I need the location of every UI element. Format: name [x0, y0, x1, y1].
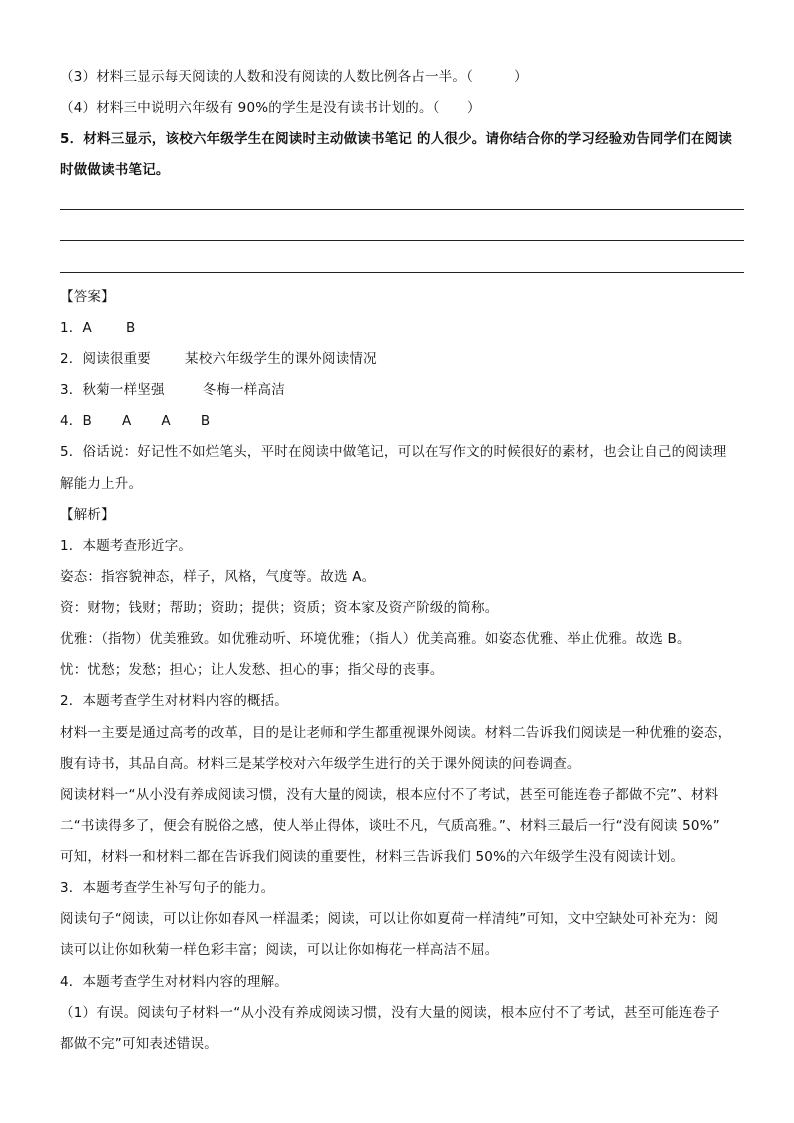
analysis-paragraph: 阅读材料一“从小没有养成阅读习惯，没有大量的阅读，根本应付不了考试，甚至可能连卷子都做不完”、材料	[60, 787, 719, 803]
analysis-paragraph: 资：财物；钱财；帮助；资助；提供；资质；资本家及资产阶级的简称。	[60, 600, 499, 616]
answer-4-b: A	[121, 413, 132, 429]
answer-2	[60, 349, 377, 369]
analysis-paragraph: 3．本题考查学生补写句子的能力。	[60, 880, 275, 896]
question-4-4: （4）材料三中说明六年级有 90%的学生是没有读书计划的。（ ）	[60, 100, 481, 116]
analysis-paragraph: 姿态：指容貌神态，样子，风格，气度等。故选 A。	[60, 569, 376, 585]
analysis-paragraph: 4．本题考查学生对材料内容的理解。	[60, 974, 288, 990]
answer-4-c: A	[161, 413, 171, 429]
analysis-paragraph: （1）有误。阅读句子材料一“从小没有养成阅读习惯，没有大量的阅读，根本应付不了考试，甚至可能连卷子	[60, 1005, 720, 1021]
answer-5-line2: 解能力上升。	[60, 476, 143, 492]
answer-2-b: 某校六年级学生的课外阅读情况	[185, 351, 377, 367]
question-5-line1: 5．材料三显示，该校六年级学生在阅读时主动做读书笔记 的人很少。请你结合你的学习经验劝告同学们在阅读	[60, 131, 733, 147]
question-4-3: （3）材料三显示每天阅读的人数和没有阅读的人数比例各占一半。（ ）	[60, 69, 528, 85]
answer-blank-line-1	[60, 209, 744, 210]
analysis-paragraph: 都做不完”可知表述错误。	[60, 1036, 218, 1052]
answer-3	[60, 380, 285, 400]
analysis-heading: 【解析】	[60, 507, 115, 523]
answer-1	[60, 318, 135, 338]
answer-1-a: 1．A	[60, 320, 92, 336]
question-5-line2: 时做做读书笔记。	[60, 162, 170, 178]
answer-blank-line-2	[60, 240, 744, 241]
analysis-paragraph: 材料一主要是通过高考的改革，目的是让老师和学生都重视课外阅读。材料二告诉我们阅读是一种优雅的姿态，	[60, 725, 732, 741]
analysis-paragraph: 二“书读得多了，便会有脱俗之感，使人举止得体，谈吐不凡，气质高雅。”、材料三最后一行“没有阅读 50%”	[60, 818, 720, 834]
answer-5-line1: 5．俗话说：好记性不如烂笔头，平时在阅读中做笔记，可以在写作文的时候很好的素材，也会让自己的阅读理	[60, 444, 727, 460]
analysis-paragraph: 阅读句子“阅读，可以让你如春风一样温柔；阅读，可以让你如夏荷一样清纯”可知，文中空缺处可补充为：阅	[60, 911, 719, 927]
analysis-paragraph: 腹有诗书，其品自高。材料三是某学校对六年级学生进行的关于课外阅读的问卷调查。	[60, 756, 581, 772]
answer-3-b: 冬梅一样高洁	[202, 382, 285, 398]
answer-2-a: 2．阅读很重要	[60, 351, 151, 367]
analysis-paragraph: 忧：忧愁；发愁；担心；让人发愁、担心的事；指父母的丧事。	[60, 662, 444, 678]
answer-4-d: B	[200, 413, 211, 429]
answer-4-a: 4．B	[60, 413, 92, 429]
answer-3-a: 3．秋菊一样坚强	[60, 382, 165, 398]
analysis-paragraph: 可知，材料一和材料二都在告诉我们阅读的重要性，材料三告诉我们 50%的六年级学生没有阅读计划。	[60, 849, 685, 865]
answer-4	[60, 411, 210, 431]
analysis-paragraph: 2．本题考查学生对材料内容的概括。	[60, 693, 288, 709]
analysis-paragraph: 优雅：（指物）优美雅致。如优雅动听、环境优雅；（指人）优美高雅。如姿态优雅、举止优雅。故选 B。	[60, 631, 691, 647]
answer-blank-line-3	[60, 272, 744, 273]
answer-heading: 【答案】	[60, 289, 115, 305]
answer-1-b: B	[125, 320, 136, 336]
analysis-paragraph: 1．本题考查形近字。	[60, 538, 193, 554]
analysis-paragraph: 读可以让你如秋菊一样色彩丰富；阅读，可以让你如梅花一样高洁不屈。	[60, 942, 499, 958]
